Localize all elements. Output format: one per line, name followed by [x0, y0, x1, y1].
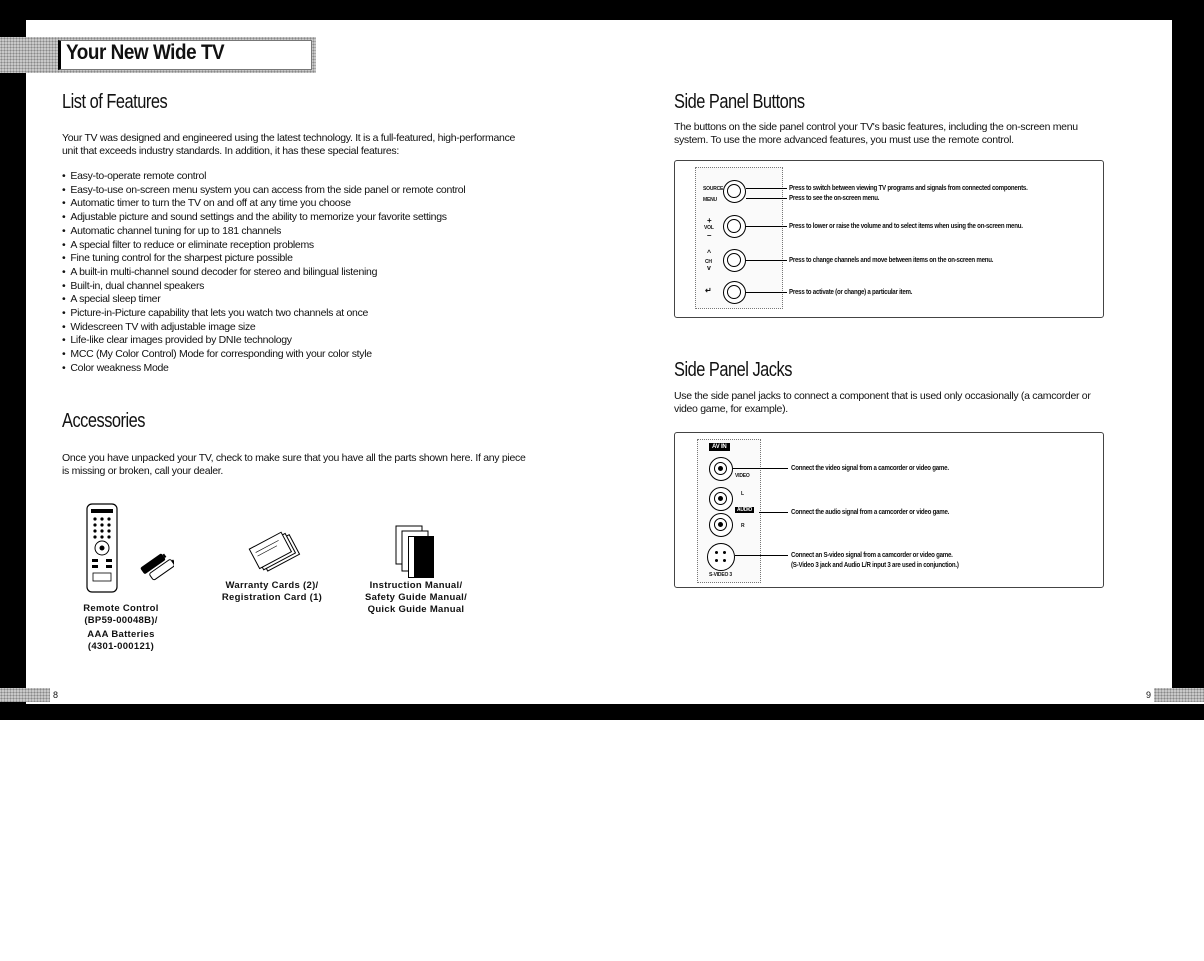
jack-pin	[715, 559, 718, 562]
s-video-label: S-VIDEO 3	[709, 572, 732, 578]
list-item: • Built-in, dual channel speakers	[62, 280, 465, 294]
left-page-number: 8	[53, 690, 59, 700]
side-jacks-panel	[674, 432, 1104, 588]
callout-leader	[746, 260, 787, 261]
callout-audio: Connect the audio signal from a camcorder or video game.	[791, 507, 950, 516]
features-intro: Your TV was designed and engineered using the latest technology. It is a full-featured, high-performance unit that exceeds industry standards. In addition, it has these special features:	[62, 132, 516, 157]
jack-pin	[718, 522, 723, 527]
volume-button[interactable]	[723, 215, 746, 238]
warranty-cards-illustration	[248, 530, 308, 575]
manual-spread	[26, 20, 1172, 704]
list-item: • Widescreen TV with adjustable image size	[62, 321, 465, 335]
button-ring	[727, 285, 741, 299]
callout-leader	[735, 555, 788, 556]
callout-leader	[746, 198, 787, 199]
audio-l-label: L	[741, 491, 744, 497]
enter-label: ↵	[705, 286, 712, 295]
list-item: • Fine tuning control for the sharpest picture possible	[62, 252, 465, 266]
list-item: • Automatic timer to turn the TV on and off at any time you choose	[62, 197, 465, 211]
side-jacks-intro: Use the side panel jacks to connect a component that is used only occasionally (a camcorder or video game, for example).	[674, 390, 1091, 415]
ch-down-label: v	[707, 265, 711, 272]
source-menu-button[interactable]	[723, 180, 746, 203]
caption-line: Quick Guide Manual	[367, 604, 465, 615]
av-in-label: AV IN	[709, 443, 730, 451]
page-title: Your New Wide TV	[66, 41, 225, 64]
jack-pin	[718, 466, 723, 471]
vol-label: VOL	[704, 225, 714, 231]
list-item: • Adjustable picture and sound settings and the ability to memorize your favorite settings	[62, 211, 465, 225]
audio-left-jack[interactable]	[709, 487, 733, 511]
right-footer-stripe	[1154, 688, 1204, 702]
caption-line: Safety Guide Manual/	[364, 592, 468, 603]
list-item: • Color weakness Mode	[62, 362, 465, 376]
callout-source: Press to switch between viewing TV programs and signals from connected components.	[789, 183, 1028, 192]
features-heading: List of Features	[62, 91, 168, 113]
side-buttons-panel	[674, 160, 1104, 318]
left-footer-stripe	[0, 688, 50, 702]
callout-video: Connect the video signal from a camcorder or video game.	[791, 463, 949, 472]
video-jack[interactable]	[709, 457, 733, 481]
source-label: SOURCE	[703, 186, 724, 192]
side-buttons-intro: The buttons on the side panel control your TV's basic features, including the on-screen menu system. To use the more advanced features, you must use the remote control.	[674, 121, 1078, 146]
list-item: • Easy-to-use on-screen menu system you can access from the side panel or remote control	[62, 184, 465, 198]
accessories-intro: Once you have unpacked your TV, check to make sure that you have all the parts shown here. If any piece is missing or broken, call your dealer.	[62, 452, 526, 477]
side-buttons-heading: Side Panel Buttons	[674, 91, 805, 113]
manuals-illustration	[392, 524, 440, 580]
list-item: • A special sleep timer	[62, 293, 465, 307]
callout-leader	[733, 468, 788, 469]
jack-pin	[715, 551, 718, 554]
callout-leader	[746, 226, 787, 227]
remote-control-illustration	[84, 502, 174, 597]
list-item: • A special filter to reduce or eliminate reception problems	[62, 239, 465, 253]
list-item: • Easy-to-operate remote control	[62, 170, 465, 184]
ch-label: CH	[705, 259, 712, 265]
accessories-heading: Accessories	[62, 410, 145, 432]
section-title-band	[26, 37, 316, 73]
enter-button[interactable]	[723, 281, 746, 304]
menu-label: MENU	[703, 197, 717, 203]
caption-line: (4301-000121)	[87, 641, 155, 652]
callout-leader	[759, 512, 788, 513]
list-item: • Automatic channel tuning for up to 181 channels	[62, 225, 465, 239]
right-page-number: 9	[1146, 690, 1152, 700]
callout-s-video-note: (S-Video 3 jack and Audio L/R input 3 are used in conjunction.)	[791, 560, 959, 569]
callout-enter: Press to activate (or change) a particular item.	[789, 287, 913, 296]
callout-channel: Press to change channels and move between items on the on-screen menu.	[789, 255, 994, 264]
ch-up-label: ^	[707, 250, 711, 257]
callout-menu: Press to see the on-screen menu.	[789, 193, 880, 202]
manuals-caption	[356, 580, 476, 616]
caption-line: Remote Control	[83, 603, 159, 614]
vol-minus-label: –	[707, 231, 712, 240]
callout-volume: Press to lower or raise the volume and to select items when using the on-screen menu.	[789, 221, 1023, 230]
caption-line: Registration Card (1)	[221, 592, 323, 603]
side-jacks-heading: Side Panel Jacks	[674, 359, 792, 381]
channel-button[interactable]	[723, 249, 746, 272]
callout-leader	[746, 188, 787, 189]
callout-leader	[746, 292, 787, 293]
vol-plus-label: +	[707, 216, 712, 225]
warranty-caption	[210, 580, 334, 604]
jack-pin	[723, 559, 726, 562]
list-item: • MCC (My Color Control) Mode for corresponding with your color style	[62, 348, 465, 362]
s-video-jack[interactable]	[707, 543, 735, 571]
features-list	[62, 170, 465, 376]
frame-right	[1172, 0, 1204, 700]
list-item: • Life-like clear images provided by DNIe technology	[62, 334, 465, 348]
callout-s-video: Connect an S-video signal from a camcorder or video game.	[791, 550, 953, 559]
button-ring	[727, 219, 741, 233]
caption-line: (BP59-00048B)/	[84, 615, 158, 626]
frame-left	[0, 0, 26, 720]
button-ring	[727, 253, 741, 267]
frame-top	[0, 0, 1204, 20]
audio-right-jack[interactable]	[709, 513, 733, 537]
caption-line: AAA Batteries	[87, 629, 155, 640]
jack-pin	[718, 496, 723, 501]
jack-pin	[723, 551, 726, 554]
audio-r-label: R	[741, 523, 745, 529]
frame-bottom	[0, 704, 1204, 720]
audio-label: AUDIO	[737, 507, 753, 513]
button-ring	[727, 184, 741, 198]
video-label: VIDEO	[735, 473, 750, 479]
list-item: • Picture-in-Picture capability that lets you watch two channels at once	[62, 307, 465, 321]
caption-line: Instruction Manual/	[369, 580, 463, 591]
remote-caption	[64, 603, 178, 653]
caption-line: Warranty Cards (2)/	[225, 580, 319, 591]
list-item: • A built-in multi-channel sound decoder for stereo and bilingual listening	[62, 266, 465, 280]
